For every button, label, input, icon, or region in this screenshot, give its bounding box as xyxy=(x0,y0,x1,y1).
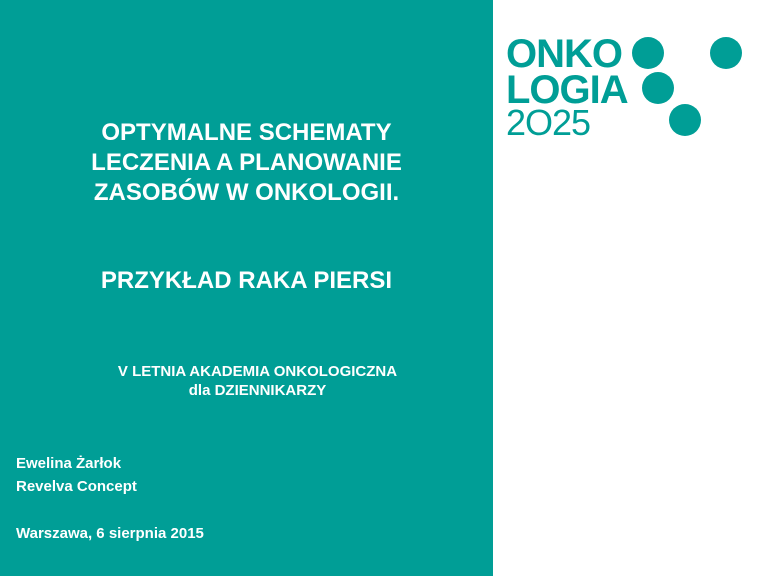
event-name-line-1: V LETNIA AKADEMIA ONKOLOGICZNA xyxy=(117,363,398,380)
logo-dot-icon xyxy=(669,104,701,136)
logo-dot-icon xyxy=(710,37,742,69)
slide-title-line-1: OPTYMALNE SCHEMATY xyxy=(101,119,392,146)
logo-text-line-1: ONKO xyxy=(506,32,622,76)
slide-title-line-3: ZASOBÓW W ONKOLOGII. xyxy=(93,179,400,206)
logo-dot-icon xyxy=(642,72,674,104)
author-block xyxy=(16,452,137,498)
onkologia-logo xyxy=(506,34,756,144)
event-name-line-2: dla DZIENNIKARZY xyxy=(188,382,327,399)
logo-year: 2O25 xyxy=(506,102,591,143)
author-organization: Revelva Concept xyxy=(16,478,137,495)
logo-dot-icon xyxy=(632,37,664,69)
place-date: Warszawa, 6 sierpnia 2015 xyxy=(16,525,204,542)
slide-title xyxy=(0,118,493,208)
logo-text-line-2: LOGIA xyxy=(506,68,628,112)
slide-title-line-2: LECZENIA A PLANOWANIE xyxy=(91,149,402,176)
slide-subtitle: PRZYKŁAD RAKA PIERSI xyxy=(100,267,393,294)
event-name xyxy=(0,362,515,400)
author-name: Ewelina Żarłok xyxy=(16,455,122,472)
